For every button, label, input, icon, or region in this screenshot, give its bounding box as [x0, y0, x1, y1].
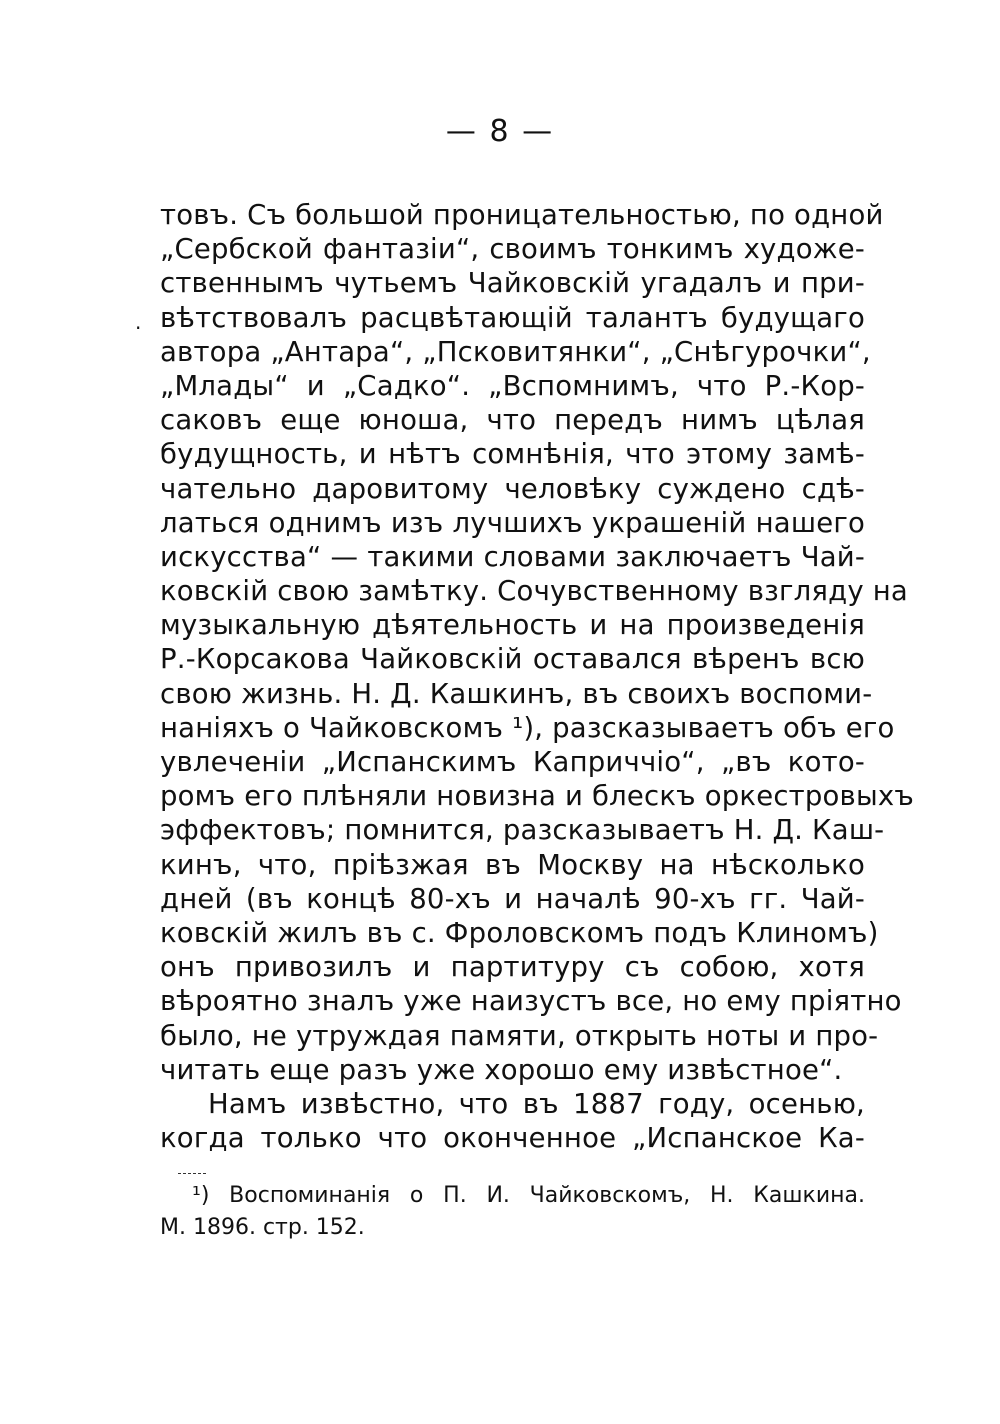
text-line: кинъ, что, пріѣзжая въ Москву на нѣсколько	[160, 848, 865, 881]
text-line: Намъ извѣстно, что въ 1887 году, осенью,	[208, 1087, 865, 1120]
text-line: латься однимъ изъ лучшихъ украшеній нашего	[160, 506, 865, 539]
text-line: ромъ его плѣняли новизна и блескъ оркестровыхъ	[160, 780, 914, 813]
margin-mark: ·	[135, 316, 142, 340]
text-line: свою жизнь. Н. Д. Кашкинъ, въ своихъ воспоми-	[160, 677, 873, 710]
text-line: вѣтствовалъ расцвѣтающій талантъ будущаго	[160, 301, 865, 334]
text-line: искусства“ — такими словами заключаетъ Чай-	[160, 540, 865, 573]
text-line: ственнымъ чутьемъ Чайковскій угадалъ и при-	[160, 267, 865, 300]
text-line: „Млады“ и „Садко“. „Вспомнимъ, что Р.-Кор-	[160, 369, 865, 402]
text-line: чательно даровитому человѣку суждено сдѣ-	[160, 472, 865, 505]
text-line: онъ привозилъ и партитуру съ собою, хотя	[160, 951, 865, 984]
text-line: „Сербской фантазіи“, своимъ тонкимъ художе-	[160, 233, 865, 266]
text-line: саковъ еще юноша, что передъ нимъ цѣлая	[160, 404, 865, 437]
text-line: музыкальную дѣятельность и на произведенія	[160, 609, 865, 642]
text-line: дней (въ концѣ 80-хъ и началѣ 90-хъ гг. Чай-	[160, 882, 865, 915]
body-text	[160, 198, 914, 1155]
footnote-rule	[178, 1173, 206, 1174]
text-line: ковскій жилъ въ с. Фроловскомъ подъ Клиномъ)	[160, 916, 879, 949]
text-line: Р.-Корсакова Чайковскій оставался вѣренъ всю	[160, 643, 865, 676]
footnote-line: ¹) Воспоминанія о П. И. Чайковскомъ, Н. Кашкина.	[192, 1183, 865, 1208]
footnote-line: М. 1896. стр. 152.	[160, 1215, 365, 1240]
page-number: — 8 —	[445, 114, 555, 149]
text-line: увлеченіи „Испанскимъ Каприччіо“, „въ кото-	[160, 746, 865, 778]
text-line: наніяхъ о Чайковскомъ ¹), разсказываетъ объ его	[160, 711, 895, 744]
text-line: когда только что оконченное „Испанское Ка-	[160, 1122, 865, 1155]
text-line: было, не утруждая памяти, открыть ноты и про-	[160, 1019, 879, 1052]
text-line: ковскій свою замѣтку. Сочувственному взгляду на	[160, 575, 908, 608]
text-line: эффектовъ; помнится, разсказываетъ Н. Д. Каш-	[160, 814, 885, 847]
text-line: вѣроятно зналъ уже наизустъ все, но ему пріятно	[160, 985, 902, 1018]
text-line: автора „Антара“, „Псковитянки“, „Снѣгурочки“,	[160, 335, 871, 368]
text-line: товъ. Съ большой проницательностью, по одной	[160, 199, 884, 231]
text-line: читать еще разъ уже хорошо ему извѣстное“.	[160, 1053, 843, 1086]
text-line: будущность, и нѣтъ сомнѣнія, что этому замѣ-	[160, 438, 865, 471]
footnote	[160, 1180, 865, 1244]
